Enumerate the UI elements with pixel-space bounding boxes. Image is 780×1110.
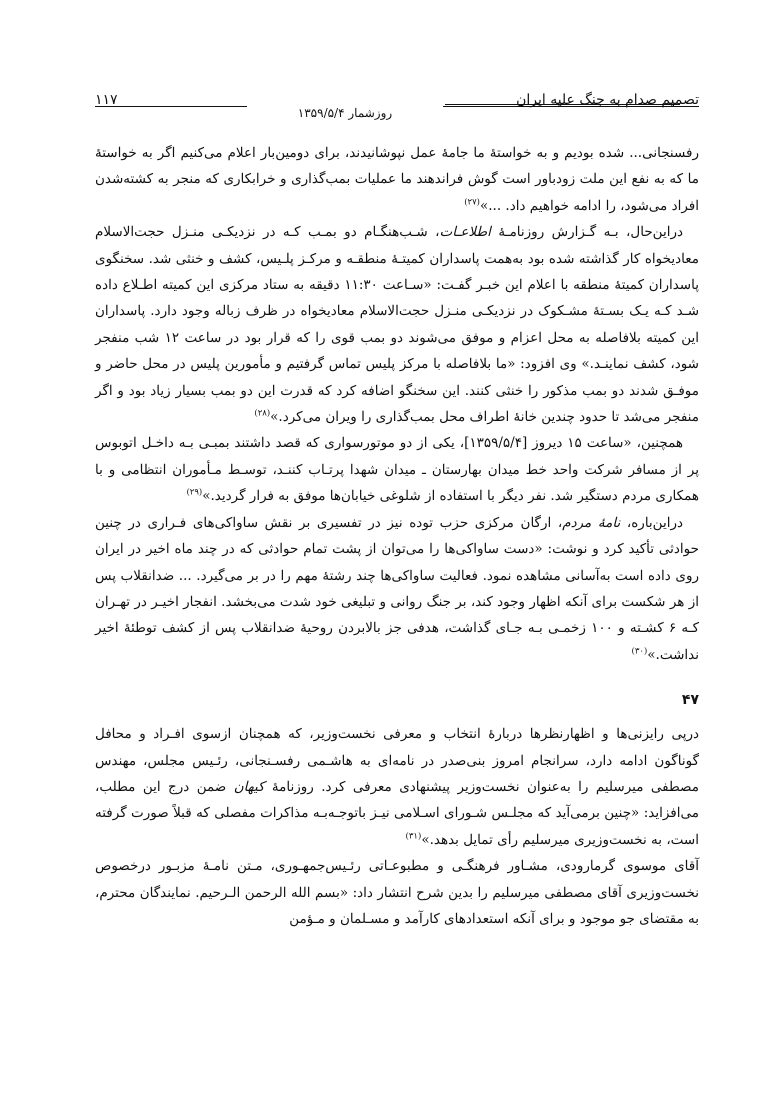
paragraph: رفسنجانی... شده بودیم و به خواستهٔ ما جامهٔ عمل نپوشانیدند، برای دومین‌بار اعلام می‌کنیم اگر به خواستهٔ ما که به نفع این ملت زودباور است گوش فراندهند ما عملیات بمب‌گذاری و خرابکاری که منجر به کشته‌شدن افراد می‌شود، را ادامه خواهیم داد. ...»$^{(۲۷)}$ — [95, 145, 699, 214]
paragraph: آقای موسوی گرمارودی، مشـاور فرهنگـی و مطبوعـاتی رئـیس‌جمهـوری، مـتن نامـهٔ مزبـور درخصوص نخست‌وزیری آقای مصطفی میرسلیم را بدین شرح انتشار داد: «بسم الله الرحمن الـرحیم. نمایندگان محترم، به مقتضای جو موجود و برای آنکه استعدادهای کارآمد و مسـلمان و مـؤمن — [95, 858, 699, 927]
footnote-ref: (۳۱) — [405, 831, 422, 842]
body-text — [95, 140, 699, 932]
newspaper-name: نامهٔ مردم — [562, 514, 621, 531]
paragraph: دراین‌حال، بـه گـزارش روزنامـهٔ اطلاعـات، شـب‌هنگـام دو بمـب کـه در نزدیکـی منـزل حجت‌الاسلام معادیخواه کار گذاشته شده بود به‌همت پاسداران کمیتـهٔ منطقـه و مرکـز پلـیس، کشف و خنثی شد. سخنگوی پاسداران کمیتهٔ منطقه با اعلام این خبـر گفـت: «سـاعت ۱۱:۳۰ دقیقه به ستاد مرکزی این کمیته اطـلاع داده شـد کـه یـک بسـتهٔ مشـکوک در نزدیکـی منـزل حجت‌الاسلام معادیخواه در ظرف زباله وجود دارد. پاسداران این کمیته بلافاصله به محل اعزام و موفق می‌شوند دو بمب قوی را که قرار بود در ساعت ۱۲ شب منفجر شود، کشف نماینـد.» وی افزود: «ما بلافاصله با مرکز پلیس تماس گرفتیم و مأمورین پلیس در محل حاضر و موفـق شدند دو بمب مذکور را خنثی کنند. این سخنگو اضافه کرد که قدرت این دو بمب بسیار زیاد بود و اگر منفجر می‌شد تا حدود چندین خانهٔ اطراف محل بمب‌گذاری را ویران می‌کرد.»$^{(۲۸)}$ — [95, 224, 700, 426]
paragraph: همچنین، «ساعت ۱۵ دیروز [۱۳۵۹/۵/۴]، یکی از دو موتورسواری که قصد داشتند بمبـی بـه داخـل اتوبوس پر از مسافر شرکت واحد خط میدان بهارستان ـ میدان شهدا پرتـاب کننـد، توسـط مـأموران انتظامی و با همکاری مردم دستگیر شد. نفر دیگر با استفاده از شلوغی خیابان‌ها موفق به فرار گردید.»$^{(۲۹)}$ — [95, 435, 699, 505]
newspaper-name: اطلاعـات — [439, 224, 491, 241]
paragraph: درپی رایزنی‌ها و اظهارنظرها دربارهٔ انتخاب و معرفی نخست‌وزیر، که همچنان ازسوی افـراد و محافل گوناگون ادامه دارد، سرانجام امروز بنی‌صدر در نامه‌ای به هاشـمی رفسـنجانی، رئـیس مجلس، مهندس مصطفی میرسلیم را به‌عنوان نخست‌وزیر پیشنهادی معرفی کرد. روزنامهٔ کیهان ضمن درج این مطلب، می‌افزاید: «چنین برمی‌آید که مجلـس شـورای اسـلامی نیـز باتوجـه‌بـه مذاکرات مفصلی که قبلاً صورت گرفته است، به نخست‌وزیری میرسلیم رأی تمایل بدهد.»$^{(۳۱)}$ — [95, 726, 699, 848]
running-head — [95, 92, 699, 122]
section-number: ۴۷ — [681, 692, 699, 709]
footnote-ref: (۲۷) — [464, 197, 480, 208]
footnote-ref: (۲۹) — [186, 487, 203, 498]
date-label: روزشمار ۱۳۵۹/۵/۴ — [245, 105, 445, 120]
footnote-ref: (۳۰) — [631, 646, 648, 657]
footnote-ref: (۲۸) — [254, 408, 271, 419]
paragraph: دراین‌باره، نامهٔ مردم، ارگان مرکزی حزب توده نیز در تفسیری بر نقش ساواکی‌های فـراری در چنین حوادثی تأکید کرد و نوشت: «دست ساواکی‌ها را می‌توان از پشت تمام حوادثی که در چند ماه اخیر در ایران روی داده است به‌آسانی مشاهده نمود. فعالیت ساواکی‌ها چند رشتهٔ مهم را در بر می‌گیرد. ... ضدانقلاب پس از هر شکست برای آنکه اظهار وجود کند، بر جنگ روانی و تبلیغی خود شدت می‌بخشد. انفجار اخیـر در تهـران کـه ۶ کشـته و ۱۰۰ زخمـی بـه جـای گذاشت، هدفی جز بالابردن روحیهٔ ضدانقلاب پس از کشف توطئهٔ اخیر نداشت.»$^{(۳۰)}$ — [95, 514, 699, 663]
book-title: تصمیم صدام به جنگ علیه ایران — [516, 92, 699, 108]
page-number: ۱۱۷ — [95, 92, 118, 108]
newspaper-name: کیهان — [233, 778, 265, 795]
